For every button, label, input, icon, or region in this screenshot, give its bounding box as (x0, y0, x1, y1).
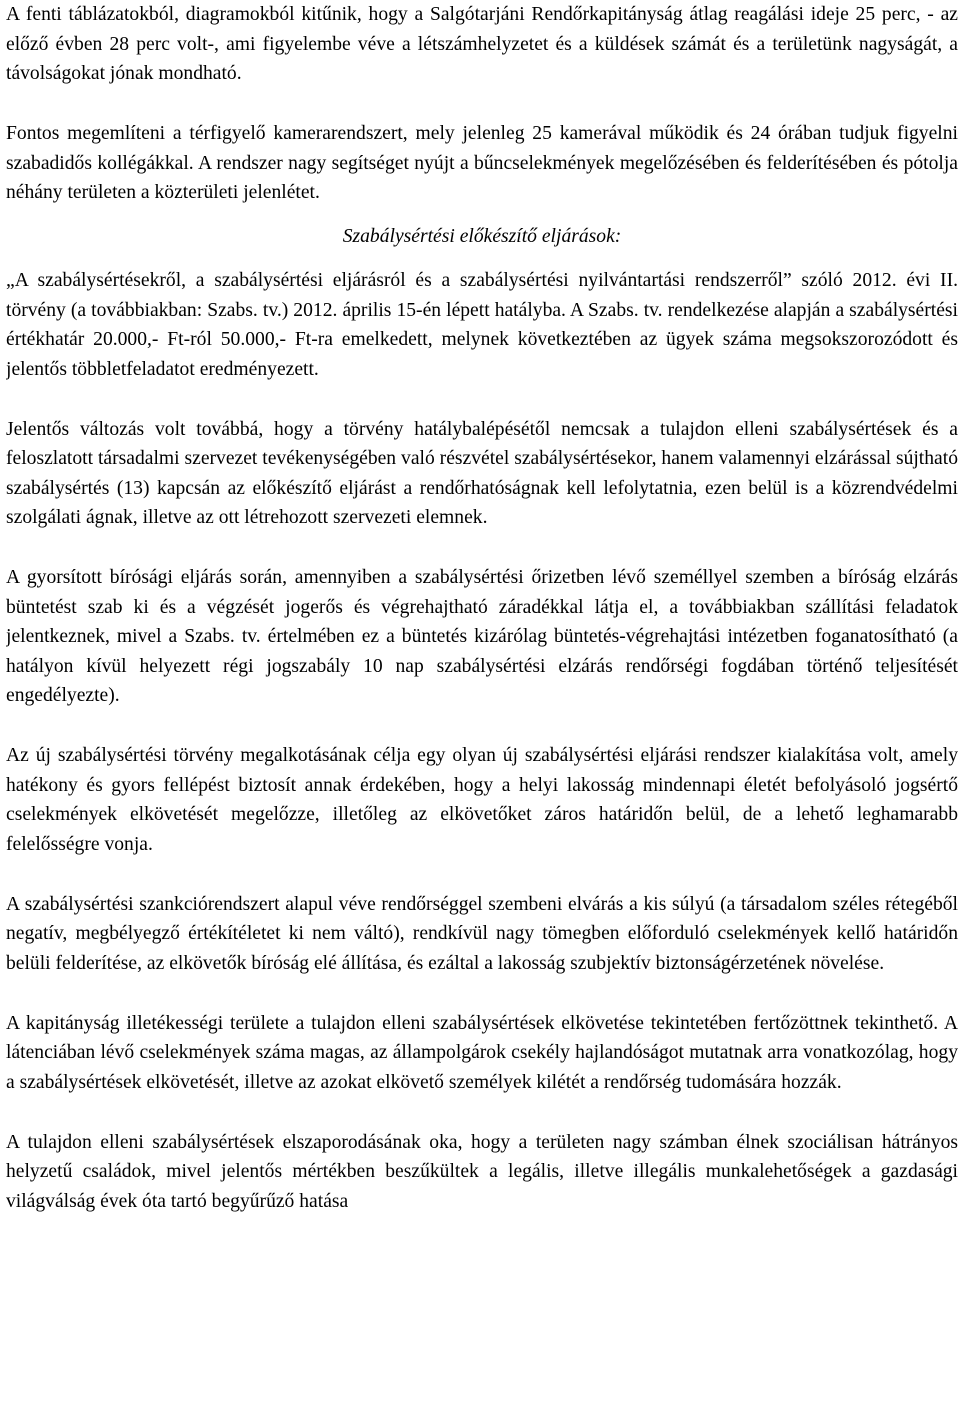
section-heading: Szabálysértési előkészítő eljárások: (342, 225, 622, 247)
paragraph-law-2012: „A szabálysértésekről, a szabálysértési eljárásról és a szabálysértési nyilvántartási rendszerről” szóló 2012. évi II. törvény (a továbbiakban: Szabs. tv.) 2012. április 15-én lépett hatályba. A Szabs. tv. rendelkezése alapján a szabálysértési értékhatár 20.000,- Ft-ról 50.000,- Ft-ra emelkedett, melynek következtében az ügyek száma megsokszorozódott és jelentős többletfeladatot eredményezett. (6, 270, 958, 380)
paragraph-response-time: A fenti táblázatokból, diagramokból kitűnik, hogy a Salgótarjáni Rendőrkapitányság átlag reagálási ideje 25 perc, - az előző évben 28 perc volt-, ami figyelembe véve a létszámhelyzetet és a küldések számát és a területünk nagyságát, a távolságokat jónak mondható. (6, 4, 958, 84)
paragraph-new-law-goal: Az új szabálysértési törvény megalkotásának célja egy olyan új szabálysértési eljárási rendszer kialakítása volt, amely hatékony és gyors fellépést biztosít annak érdekében, hogy a helyi lakosság mindennapi életét befolyásoló jogsértő cselekmények elkövetését megelőzze, illetőleg az elkövetőket záros határidőn belül, de a lehető leghamarabb felelősségre vonja. (6, 745, 958, 855)
paragraph-sanction-system: A szabálysértési szankciórendszert alapul véve rendőrséggel szembeni elvárás a kis súlyú (a társadalom széles rétegéből negatív, megbélyegző értékítéletet ki nem váltó), rendkívül nagy tömegben előforduló cselekmények kellő határidőn belüli felderítése, az elkövetők bíróság elé állítása, és ezáltal a lakosság szubjektív biztonságérzetének növelése. (6, 893, 958, 974)
paragraph-significant-change: Jelentős változás volt továbbá, hogy a törvény hatálybalépésétől nemcsak a tulajdon elleni szabálysértések és a feloszlatott társadalmi szervezet tevékenységében való részvétel szabálysértésekor, hanem valamennyi elzárással sújtható szabálysértés (13) kapcsán az előkészítő eljárást a rendőrhatóságnak kell lefolytatnia, ezen belül is a közrendvédelmi szolgálati ágnak, illetve az ott létrehozott szervezeti elemnek. (6, 418, 958, 528)
paragraph-camera-system: Fontos megemlíteni a térfigyelő kamerarendszert, mely jelenleg 25 kamerával működik és 24 órában tudjuk figyelni szabadidős kollégákkal. A rendszer nagy segítséget nyújt a bűncselekmények megelőzésében és felderítésében és pótolja néhány területen a közterületi jelenlétet. (6, 123, 958, 203)
document-page (6, 0, 958, 1426)
paragraph-property-offences: A tulajdon elleni szabálysértések elszaporodásának oka, hogy a területen nagy számban élnek szociálisan hátrányos helyzetű családok, mivel jelentős mértékben beszűkültek a legális, illetve illegális munkalehetőségek a gazdasági világválság évek óta tartó begyűrűző hatása (6, 1131, 958, 1212)
paragraph-jurisdiction-area: A kapitányság illetékességi területe a tulajdon elleni szabálysértések elkövetése tekintetében fertőzöttnek tekinthető. A látenciában lévő cselekmények száma magas, az állampolgárok csekély hajlandóságot mutatnak arra vonatkozólag, hogy a szabálysértések elkövetését, illetve az azokat elkövető személyek kilétét a rendőrség tudomására hozzák. (6, 1012, 958, 1093)
paragraph-accelerated-procedure: A gyorsított bírósági eljárás során, amennyiben a szabálysértési őrizetben lévő személlyel szemben a bíróság elzárás büntetést szab ki és a végzését jogerős és végrehajtható záradékkal látja el, a továbbiakban szállítási feladatok jelentkeznek, mivel a Szabs. tv. értelmében ez a büntetés kizárólag büntetés-végrehajtási intézetben foganatosítható (a hatályon kívül helyezett régi jogszabály 10 nap szabálysértési elzárás rendőrségi fogdában történő teljesítését engedélyezte). (6, 567, 958, 706)
